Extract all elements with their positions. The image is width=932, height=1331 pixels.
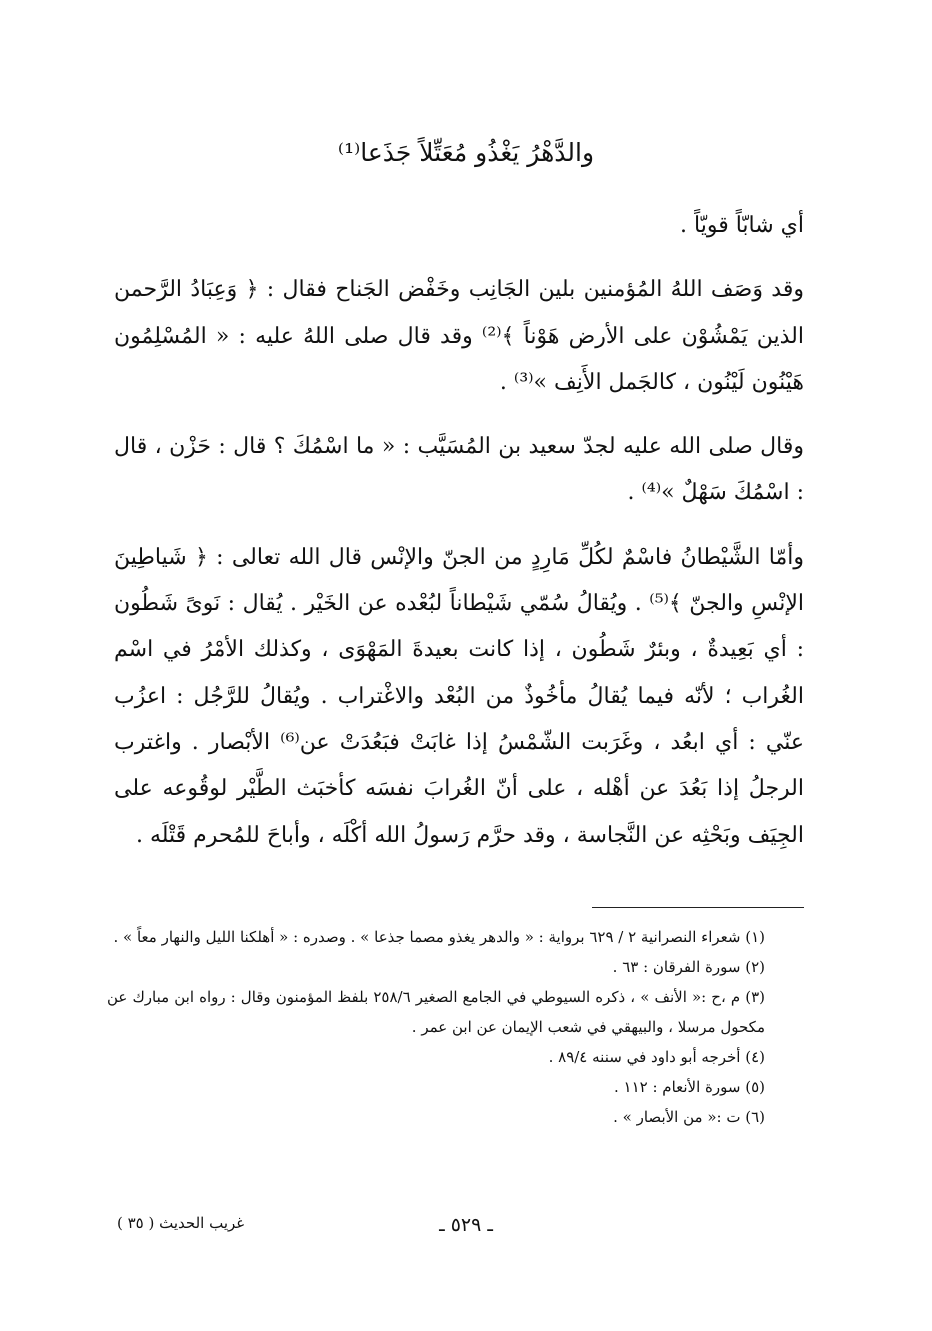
footnote-separator — [592, 907, 804, 908]
footnote: (٢) سورة الفرقان : ٦٣ . — [612, 958, 765, 976]
paragraph: أي شابّاً قويّاً . — [680, 213, 804, 238]
paragraph: وقد وَصَف اللهُ المُؤمنين بلين الجَانِب وخَفْض الجَناح فقال : ﴿ وَعِبَادُ الرَّحمن الذين يَمْشُوْن على الأرض هَوْناً ﴾⁽²⁾ وقد قال صلى اللهُ عليه : « المُسْلِمُون هَيْنُون لَيْنُون ، كالجَمل الأَنِف »⁽³⁾ . — [114, 277, 804, 395]
footnote: (٦) ت :« من الأبصار » . — [613, 1108, 765, 1126]
footnote: (٥) سورة الأنعام : ١١٢ . — [613, 1078, 765, 1096]
paragraph: وأمّا الشَّيْطانُ فاسْمٌ لكُلِّ مَارِدٍ من الجنّ والإنْس قال الله تعالى : ﴿ شَياطِينَ الإنْسِ والجنّ ﴾⁽⁵⁾ . ويُقالُ سُمّي شَيْطاناً لبُعْده عن الخَيْر . يُقال : نَوىً شَطُون : أي بَعِيدةٌ ، وبئرٌ شَطُون ، إذا كانت بعيدةَ المَهْوَى ، وكذلك الأمْرُ في اسْم الغُراب ؛ لأنّه فيما يُقالُ مأخُوذٌ من البُعْد والاغْتراب . ويُقالُ للرَّجُل : اعزُب عنّي : أي ابعُد ، وغَرَبت الشّمْسُ إذا غابَتْ فبَعُدَتْ عن⁽⁶⁾ الأبْصار . واغترب الرجلُ إذا بَعُدَ عن أهْله ، على أنّ الغُرابَ نفسَه كأخبَث الطَّيْر لوقُوعه على الجِيَف وبَحْثِه عن النَّجاسة ، وقد حرَّم رَسولُ الله أكْلَه ، وأباحَ للمُحرم قَتْلَه . — [114, 544, 804, 848]
footnotes — [107, 922, 807, 1132]
footnote: (٣) م ،ح :« الأنف » ، ذكره السيوطي في الجامع الصغير ٢٥٨/٦ بلفظ المؤمنون وقال : رواه ابن مبارك عن مكحول مرسلا ، والبيهقي في شعب الإيمان عن ابن عمر . — [107, 988, 765, 1036]
paragraph: وقال صلى الله عليه لجدّ سعيد بن المُسَيَّب : « ما اسْمُكَ ؟ قال : حَزْن ، قال : اسْمُكَ سَهْلٌ »⁽⁴⁾ . — [114, 434, 804, 506]
footnote: (١) شعراء النصرانية ٢ / ٦٢٩ برواية : « والدهر يغذو مصما جذعا » . وصدره : « أهلكنا الليل والنهار معاً » . — [113, 928, 765, 946]
poetry-verse: والدَّهْرُ يَغْذُو مُعَتِّلاً جَذَعا⁽¹⁾ — [337, 138, 595, 167]
page-number: ـ ٥٢٩ ـ — [439, 1214, 493, 1236]
book-title-footer: غريب الحديث ( ٣٥ ) — [117, 1214, 245, 1232]
footnote: (٤) أخرجه أبو داود في سننه ٨٩/٤ . — [548, 1048, 765, 1066]
body-text — [114, 203, 804, 859]
